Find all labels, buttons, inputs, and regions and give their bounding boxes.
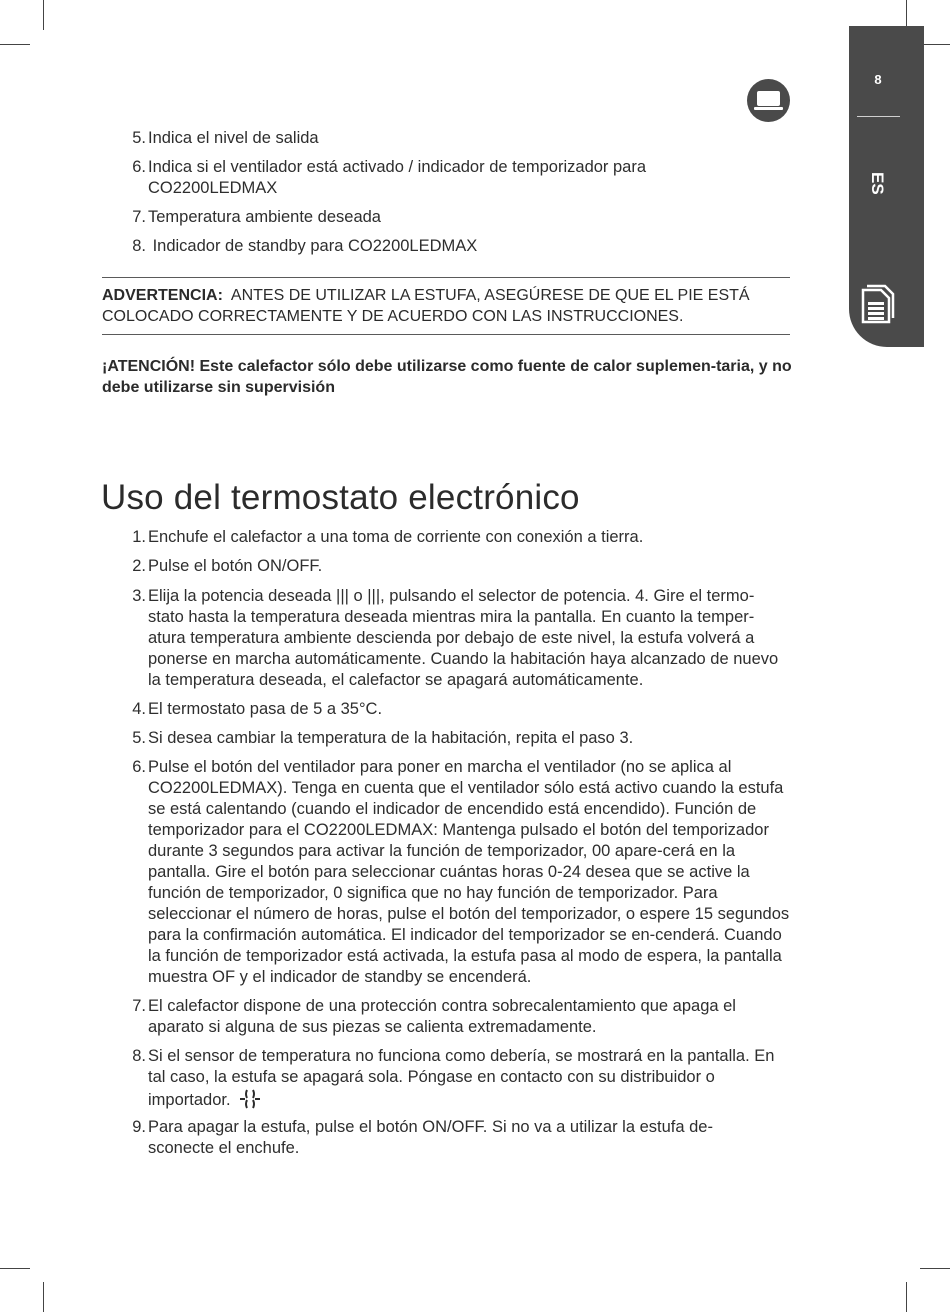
error-display-icon xyxy=(239,1088,261,1110)
warning-notice xyxy=(102,285,792,327)
document-icon xyxy=(859,282,895,328)
crop-mark xyxy=(43,0,44,30)
divider xyxy=(102,334,790,335)
crop-mark xyxy=(920,1268,950,1269)
warning-text: ANTES DE UTILIZAR LA ESTUFA, ASEGÚRESE DE QUE EL PIE ESTÁ COLOCADO CORRECTAMENTE Y DE ACUERDO CON LAS INSTRUCCIONES. xyxy=(102,287,750,325)
divider xyxy=(102,277,790,278)
side-tab xyxy=(849,26,924,347)
attention-notice: ¡ATENCIÓN! Este calefactor sólo debe utilizarse como fuente de calor suplemen-taria, y no debe utilizarse sin supervisión xyxy=(102,358,792,396)
warning-label: ADVERTENCIA: xyxy=(102,287,223,304)
crop-mark xyxy=(920,44,950,45)
crop-mark xyxy=(906,1282,907,1312)
crop-mark xyxy=(0,1268,30,1269)
crop-mark xyxy=(43,1282,44,1312)
crop-mark xyxy=(0,44,30,45)
language-label: ES xyxy=(868,172,887,195)
laptop-icon xyxy=(747,79,790,122)
tab-divider xyxy=(857,116,900,117)
page-number: 8 xyxy=(874,72,882,87)
section-title: Uso del termostato electrónico xyxy=(101,478,580,517)
